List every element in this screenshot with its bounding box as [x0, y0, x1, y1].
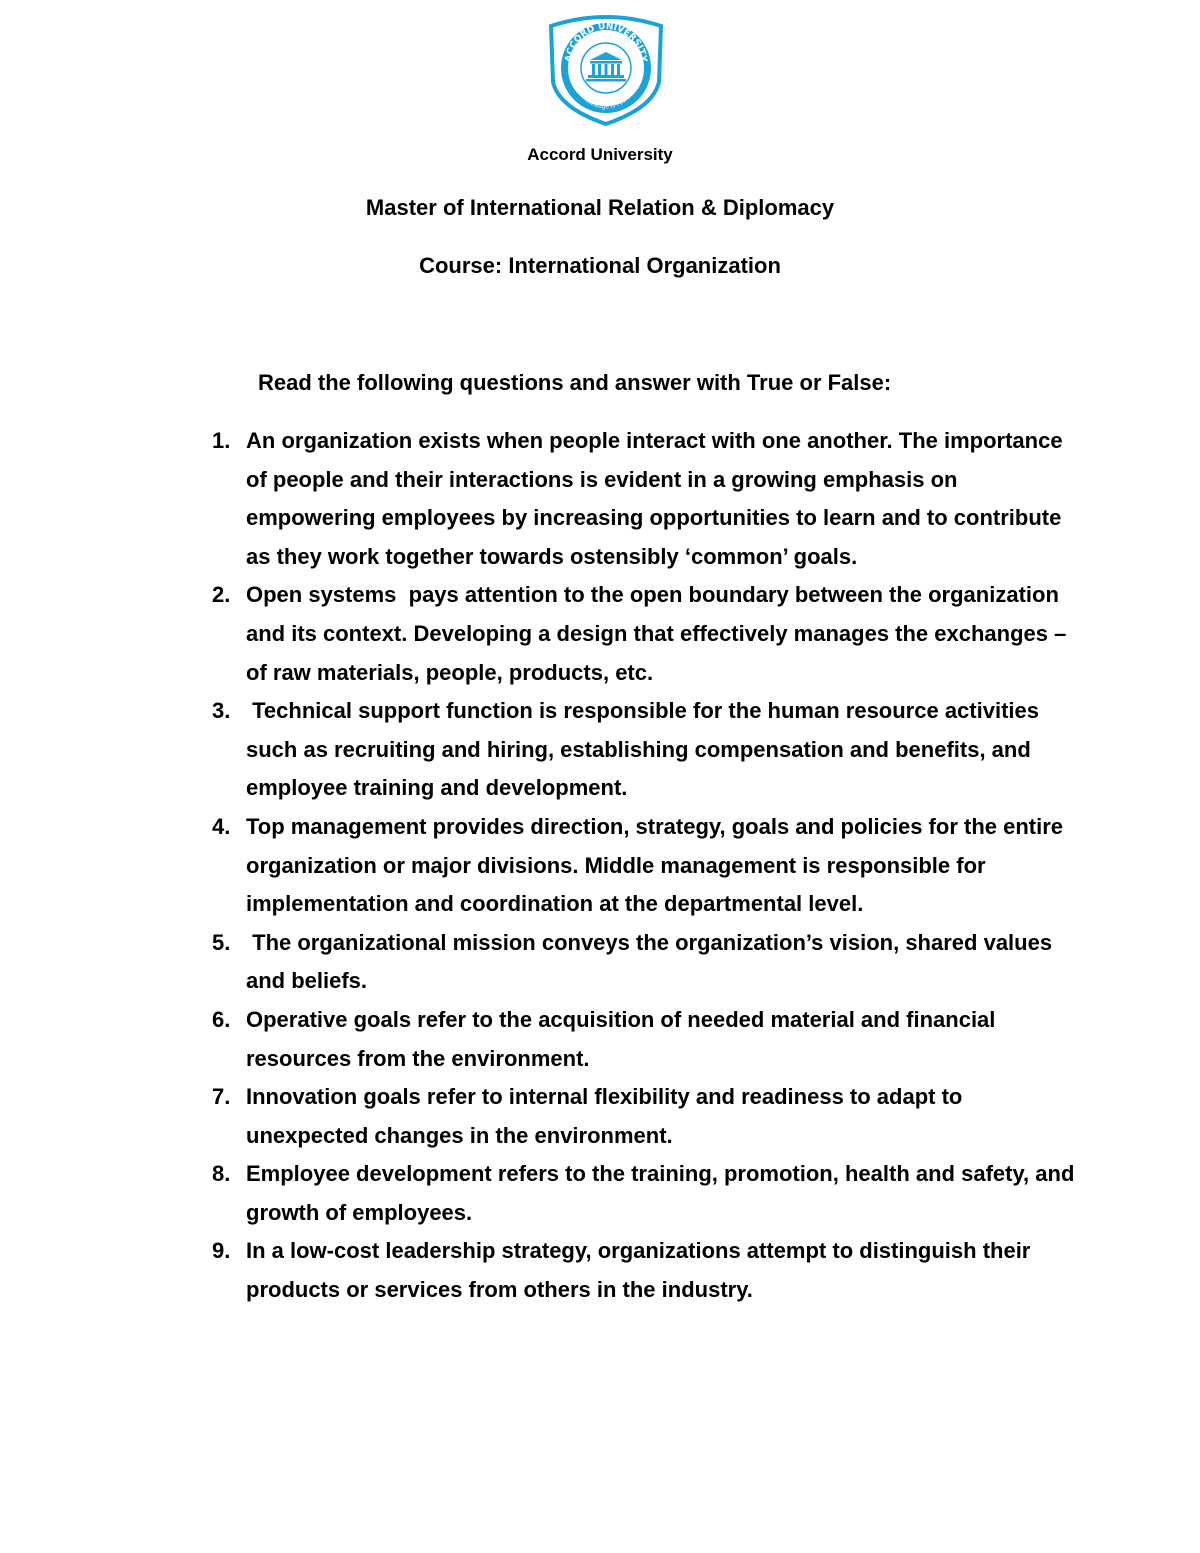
- question-text: Top management provides direction, strategy, goals and policies for the entire organization or major divisions. Middle management is responsible for implementation and coordination at the departmental level.: [246, 813, 1070, 917]
- question-text: Operative goals refer to the acquisition of needed material and financial resources from the environment.: [246, 1006, 1002, 1071]
- question-text: Open systems pays attention to the open boundary between the organization and its context. Developing a design that effectively manages the exchanges – of raw materials, people, products, etc.: [246, 582, 1073, 685]
- question-text: Technical support function is responsible for the human resource activities such as recruiting and hiring, establishing compensation and benefits, and employee training and development.: [246, 698, 1046, 801]
- question-number: 5.: [212, 929, 231, 955]
- question-number: 8.: [212, 1161, 231, 1187]
- question-item: [0, 576, 1076, 692]
- university-name: Accord University: [527, 145, 673, 164]
- question-item: [0, 924, 1076, 1001]
- question-number: 7.: [212, 1084, 231, 1110]
- instructions: Read the following questions and answer with True or False:: [258, 370, 892, 395]
- program-title: Master of International Relation & Diplomacy: [365, 195, 835, 220]
- question-item: [0, 808, 1076, 924]
- university-logo: [543, 12, 669, 126]
- question-item: [0, 1001, 1076, 1078]
- question-number: 1.: [212, 428, 231, 453]
- question-text: The organizational mission conveys the organization’s vision, shared values and beliefs.: [246, 929, 1059, 994]
- logo-arc-text: ACCORD UNIVERSITY: [563, 21, 649, 63]
- question-item: [0, 422, 1076, 576]
- question-number: 3.: [212, 698, 231, 724]
- question-text: Employee development refers to the training, promotion, health and safety, and growth of employees.: [246, 1161, 1081, 1225]
- question-text: An organization exists when people interact with one another. The importance of people and their interactions is evident in a growing emphasis on empowering employees by increasing opportunities to learn and to contribute as they work together towards ostensibly ‘common’ goals.: [246, 428, 1069, 569]
- question-list: [0, 422, 1200, 1310]
- question-number: 2.: [212, 582, 231, 608]
- question-item: [0, 1155, 1081, 1232]
- question-number: 4.: [212, 813, 231, 839]
- question-item: [0, 1232, 1076, 1309]
- question-item: [0, 692, 1076, 808]
- question-number: 6.: [212, 1006, 231, 1032]
- question-text: In a low-cost leadership strategy, organizations attempt to distinguish their products or services from others in the industry.: [246, 1238, 1037, 1303]
- question-item: [0, 1078, 1076, 1155]
- question-text: Innovation goals refer to internal flexibility and readiness to adapt to unexpected changes in the environment.: [246, 1084, 969, 1148]
- logo-motto: Knowledge is Power: [578, 92, 634, 111]
- course-title: Course: International Organization: [419, 253, 781, 278]
- question-number: 9.: [212, 1238, 231, 1264]
